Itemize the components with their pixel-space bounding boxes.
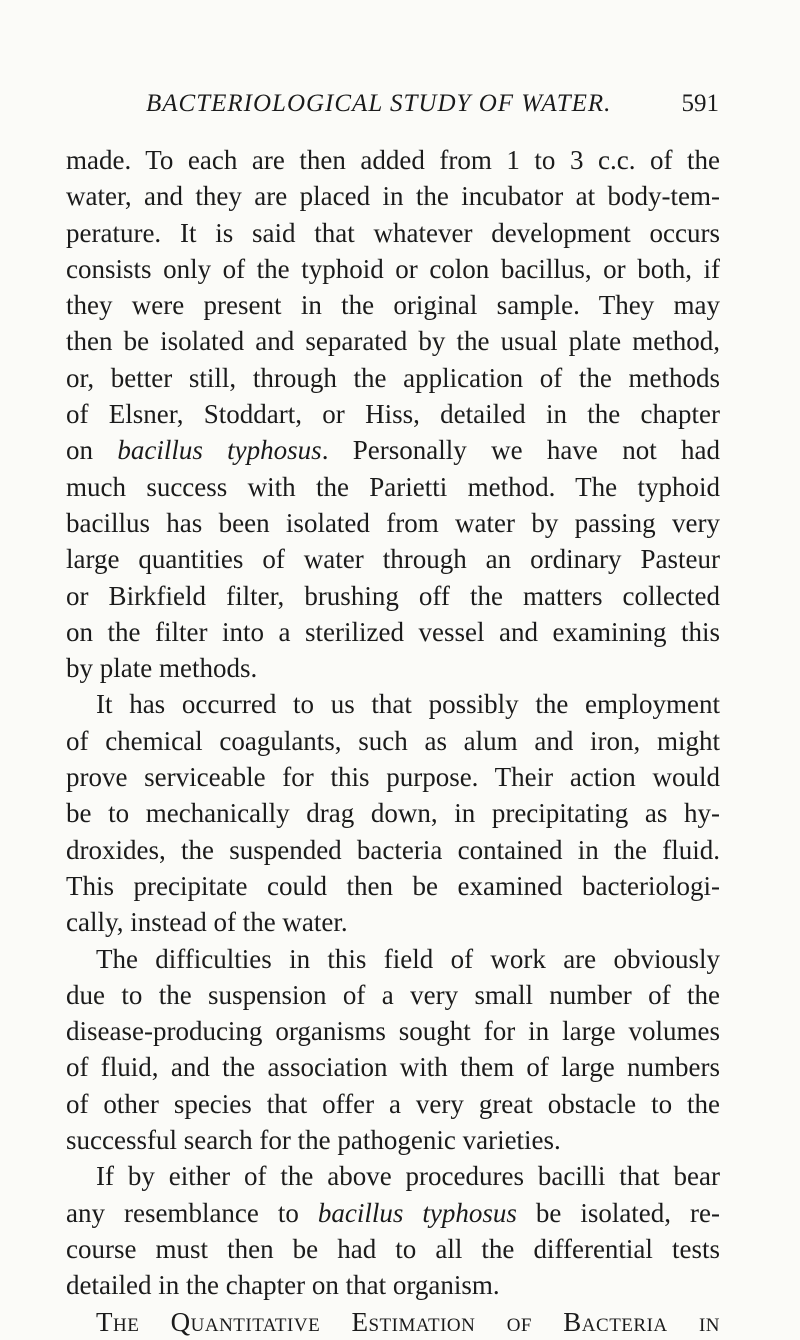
text-line: consists only of the typhoid or colon bacillus, or both, if	[66, 253, 720, 284]
text-line: cally, instead of the water.	[66, 907, 348, 938]
text-line: disease-producing organisms sought for in large volumes	[66, 1016, 720, 1047]
text-run: on	[66, 435, 118, 466]
text-line: bacillus has been isolated from water by passing very	[66, 507, 720, 538]
text-line: perature. It is said that whatever development occurs	[66, 217, 720, 248]
section-heading: The Quantitative Estimation of Bacteria in	[96, 1306, 720, 1337]
paragraph-start: It has occurred to us that possibly the employment	[96, 689, 720, 720]
paragraph-start: If by either of the above procedures bacilli that bear	[96, 1161, 720, 1192]
text-line: course must then be had to all the differential tests	[66, 1233, 720, 1264]
text-run: any resemblance to	[66, 1197, 318, 1228]
text-line: of chemical coagulants, such as alum and iron, might	[66, 725, 720, 756]
text-line: on the filter into a sterilized vessel and examining this	[66, 616, 720, 647]
text-run: be isolated, re-	[516, 1197, 720, 1228]
italic-term: bacillus typhosus	[117, 435, 322, 466]
text-line: made. To each are then added from 1 to 3 c.c. of the	[66, 145, 720, 175]
text-line: large quantities of water through an ordinary Pasteur	[66, 544, 720, 575]
page-number: 591	[681, 90, 719, 117]
text-line: be to mechanically drag down, in precipitating as hy-	[66, 798, 720, 829]
text-line	[66, 1195, 720, 1231]
paragraph-start: The difficulties in this field of work are obviously	[96, 943, 720, 974]
text-line: prove serviceable for this purpose. Their action would	[66, 762, 720, 793]
page-header	[146, 90, 719, 124]
text-line: due to the suspension of a very small number of the	[66, 979, 720, 1010]
text-line: water, and they are placed in the incubator at body-tem-	[66, 181, 720, 212]
text-line: of other species that offer a very great obstacle to the	[66, 1088, 720, 1119]
text-line: or, better still, through the application of the methods	[66, 362, 720, 393]
running-title: BACTERIOLOGICAL STUDY OF WATER.	[146, 90, 612, 117]
italic-term: bacillus typhosus	[317, 1197, 517, 1228]
text-line: by plate methods.	[66, 653, 258, 684]
text-line: of Elsner, Stoddart, or Hiss, detailed in the chapter	[66, 399, 720, 430]
text-line: or Birkfield filter, brushing off the matters collected	[66, 580, 720, 611]
text-line: detailed in the chapter on that organism.	[66, 1270, 500, 1301]
text-line	[66, 432, 720, 468]
text-line: of fluid, and the association with them of large numbers	[66, 1052, 720, 1083]
text-line: much success with the Parietti method. The typhoid	[66, 471, 720, 502]
text-line: they were present in the original sample. They may	[66, 290, 720, 321]
text-run: . Personally we have not had	[321, 435, 721, 466]
text-line: successful search for the pathogenic varieties.	[66, 1125, 561, 1156]
body-text	[66, 142, 720, 1340]
text-line: droxides, the suspended bacteria contained in the fluid.	[66, 834, 720, 865]
text-line: This precipitate could then be examined bacteriologi-	[66, 870, 720, 901]
text-line: then be isolated and separated by the usual plate method,	[66, 326, 720, 357]
